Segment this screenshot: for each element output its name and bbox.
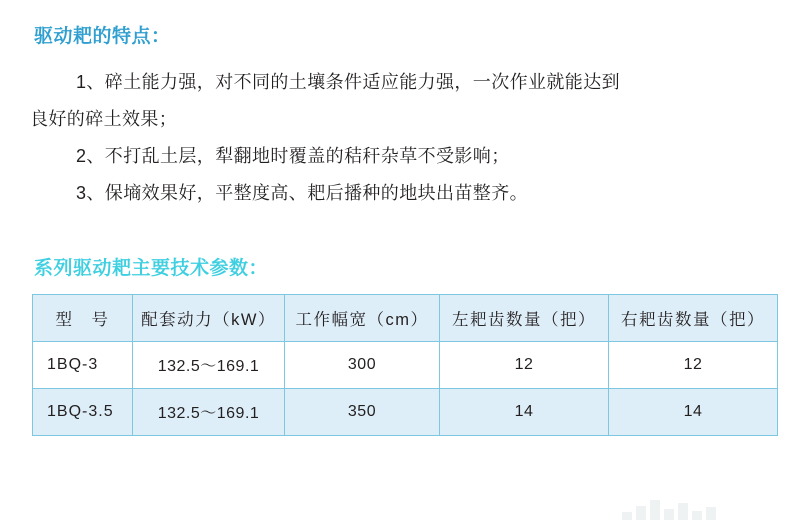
column-header-power: 配套动力（kW） [133, 294, 285, 341]
cell-left-tines: 12 [440, 341, 609, 388]
column-header-model: 型 号 [33, 294, 133, 341]
section-heading-features: 驱动耙的特点： [34, 26, 171, 47]
cell-left-tines: 14 [440, 388, 609, 435]
section-heading-specs: 系列驱动耙主要技术参数： [34, 257, 269, 279]
cell-model: 1BQ-3 [33, 341, 133, 388]
feature-paragraph-2: 2、不打乱土层，犁翻地时覆盖的秸秆杂草不受影响； [76, 145, 510, 166]
features-body [30, 65, 774, 211]
spec-table [32, 294, 778, 436]
feature-paragraph-1-line-1: 1、碎土能力强，对不同的土壤条件适应能力强，一次作业就能达到 [76, 71, 621, 92]
cell-working-width: 350 [285, 388, 440, 435]
cell-right-tines: 14 [609, 388, 778, 435]
cell-right-tines: 12 [609, 341, 778, 388]
table-row [33, 341, 778, 388]
cell-working-width: 300 [285, 341, 440, 388]
table-header-row [33, 294, 778, 341]
feature-paragraph-3: 3、保墒效果好，平整度高、耙后播种的地块出苗整齐。 [76, 182, 529, 203]
cell-model: 1BQ-3.5 [33, 388, 133, 435]
column-header-left-tines: 左耙齿数量（把） [440, 294, 609, 341]
column-header-right-tines: 右耙齿数量（把） [609, 294, 778, 341]
feature-paragraph-1-line-2: 良好的碎土效果； [30, 108, 178, 129]
cell-power: 132.5～169.1 [133, 388, 285, 435]
column-header-working-width: 工作幅宽（cm） [285, 294, 440, 341]
cell-power: 132.5～169.1 [133, 341, 285, 388]
table-row [33, 388, 778, 435]
watermark-graphic [622, 494, 732, 520]
